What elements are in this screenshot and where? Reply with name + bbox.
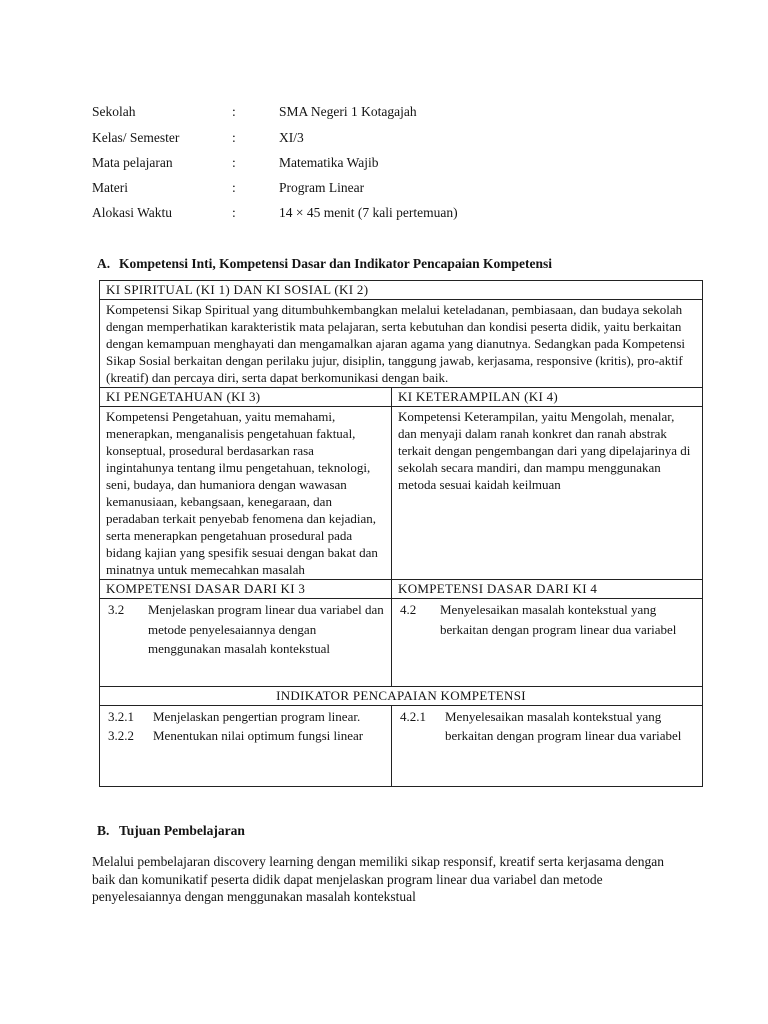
ki4-header: KI KETERAMPILAN (KI 4) bbox=[398, 389, 559, 404]
identity-label: Kelas/ Semester bbox=[92, 130, 180, 145]
kd4-item bbox=[398, 600, 696, 639]
section-b-heading bbox=[97, 823, 245, 839]
identity-value: Program Linear bbox=[279, 180, 365, 195]
ipk3-text: Menentukan nilai optimum fungsi linear bbox=[153, 728, 364, 743]
kd3-cell bbox=[100, 599, 392, 686]
ki12-header-row bbox=[100, 281, 702, 300]
ipk4-cell bbox=[392, 706, 702, 786]
ipk3-number: 3.2.2 bbox=[108, 728, 134, 743]
identity-separator: : bbox=[232, 130, 236, 145]
kd3-header: KOMPETENSI DASAR DARI KI 3 bbox=[100, 580, 392, 598]
ipk-header: INDIKATOR PENCAPAIAN KOMPETENSI bbox=[276, 688, 526, 703]
ipk4-number: 4.2.1 bbox=[400, 709, 426, 724]
section-a-number: A. bbox=[97, 256, 111, 271]
ipk-header-row bbox=[100, 687, 702, 706]
identity-separator: : bbox=[232, 205, 236, 220]
identity-value: 14 × 45 menit (7 kali pertemuan) bbox=[279, 205, 458, 220]
identity-label: Mata pelajaran bbox=[92, 155, 173, 170]
identity-separator: : bbox=[232, 180, 236, 195]
identity-value: XI/3 bbox=[279, 130, 304, 145]
ipk3-cell bbox=[100, 706, 392, 786]
identity-separator: : bbox=[232, 104, 236, 119]
kd3-text: Menjelaskan program linear dua variabel dan metode penyelesaiannya dengan menggunakan masalah kontekstual bbox=[148, 602, 384, 656]
section-b-title: Tujuan Pembelajaran bbox=[119, 823, 245, 838]
ki3-header: KI PENGETAHUAN (KI 3) bbox=[100, 388, 392, 406]
identity-value: SMA Negeri 1 Kotagajah bbox=[279, 104, 417, 119]
kd3-item bbox=[106, 600, 385, 659]
competency-table bbox=[99, 280, 703, 787]
identity-separator: : bbox=[232, 155, 236, 170]
kd-content-row bbox=[100, 599, 702, 687]
kd4-cell bbox=[392, 599, 702, 686]
kd4-number: 4.2 bbox=[400, 602, 417, 617]
ipk4-text: Menyelesaikan masalah kontekstual yang berkaitan dengan program linear dua variabel bbox=[445, 709, 682, 743]
identity-label: Alokasi Waktu bbox=[92, 205, 173, 220]
identity-value: Matematika Wajib bbox=[279, 155, 379, 170]
identity-label: Materi bbox=[92, 180, 128, 195]
identity-label: Sekolah bbox=[92, 104, 136, 119]
ki12-header: KI SPIRITUAL (KI 1) DAN KI SOSIAL (KI 2) bbox=[106, 282, 369, 297]
ipk3-text: Menjelaskan pengertian program linear. bbox=[153, 709, 361, 724]
section-a-heading bbox=[97, 256, 552, 272]
learning-objective-paragraph: Melalui pembelajaran discovery learning dengan memiliki sikap responsif, kreatif serta kerjasama dengan baik dan komunikatif peserta didik dapat menjelaskan program linear dua variabel dan metode penyelesaiannya dengan menggunakan masalah kontekstual bbox=[92, 854, 665, 904]
kd4-header: KOMPETENSI DASAR DARI KI 4 bbox=[398, 581, 598, 596]
ipk3-item bbox=[106, 707, 385, 726]
section-a-title: Kompetensi Inti, Kompetensi Dasar dan Indikator Pencapaian Kompetensi bbox=[119, 256, 553, 271]
ki34-header-row bbox=[100, 388, 702, 407]
ki3-text: Kompetensi Pengetahuan, yaitu memahami, menerapkan, menganalisis pengetahuan faktual, konseptual, prosedural berdasarkan rasa ingintahunya tentang ilmu pengetahuan, teknologi, seni, budaya, dan humaniora dengan wawasan kemanusiaan, kebangsaan, kenegaraan, dan peradaban terkait penyebab fenomena dan kejadian, serta menerapkan pengetahuan prosedural pada bidang kajian yang spesifik sesuai dengan bakat dan minatnya untuk memecahkan masalah bbox=[100, 407, 392, 579]
ki12-content-row bbox=[100, 300, 702, 388]
kd3-number: 3.2 bbox=[108, 602, 125, 617]
ki4-text: Kompetensi Keterampilan, yaitu Mengolah, menalar, dan menyaji dalam ranah konkret dan ranah abstrak terkait dengan pengembangan dari yang dipelajarinya di sekolah secara mandiri, dan mampu menggunakan metoda sesuai kaidah keilmuan bbox=[398, 409, 691, 492]
ipk-content-row bbox=[100, 706, 702, 786]
ipk3-number: 3.2.1 bbox=[108, 709, 134, 724]
section-b-number: B. bbox=[97, 823, 110, 838]
ipk4-item bbox=[398, 707, 696, 745]
ki34-content-row bbox=[100, 407, 702, 580]
kd4-text: Menyelesaikan masalah kontekstual yang berkaitan dengan program linear dua variabel bbox=[440, 602, 677, 637]
ki12-text: Kompetensi Sikap Spiritual yang ditumbuhkembangkan melalui keteladanan, pembiasaan, dan budaya sekolah dengan memperhatikan karakteristik mata pelajaran, serta kebutuhan dan kondisi peserta didik, yaitu berkaitan dengan kemampuan menghayati dan mengamalkan ajaran agama yang dianutnya. Sedangkan pada Kompetensi Sikap Sosial berkaitan dengan perilaku jujur, disiplin, tanggung jawab, kerjasama, responsive (kritis), pro-aktif (kreatif) dan percaya diri, serta dapat berkomunikasi dengan baik. bbox=[106, 302, 686, 385]
kd-header-row bbox=[100, 580, 702, 599]
ipk3-item bbox=[106, 726, 385, 745]
